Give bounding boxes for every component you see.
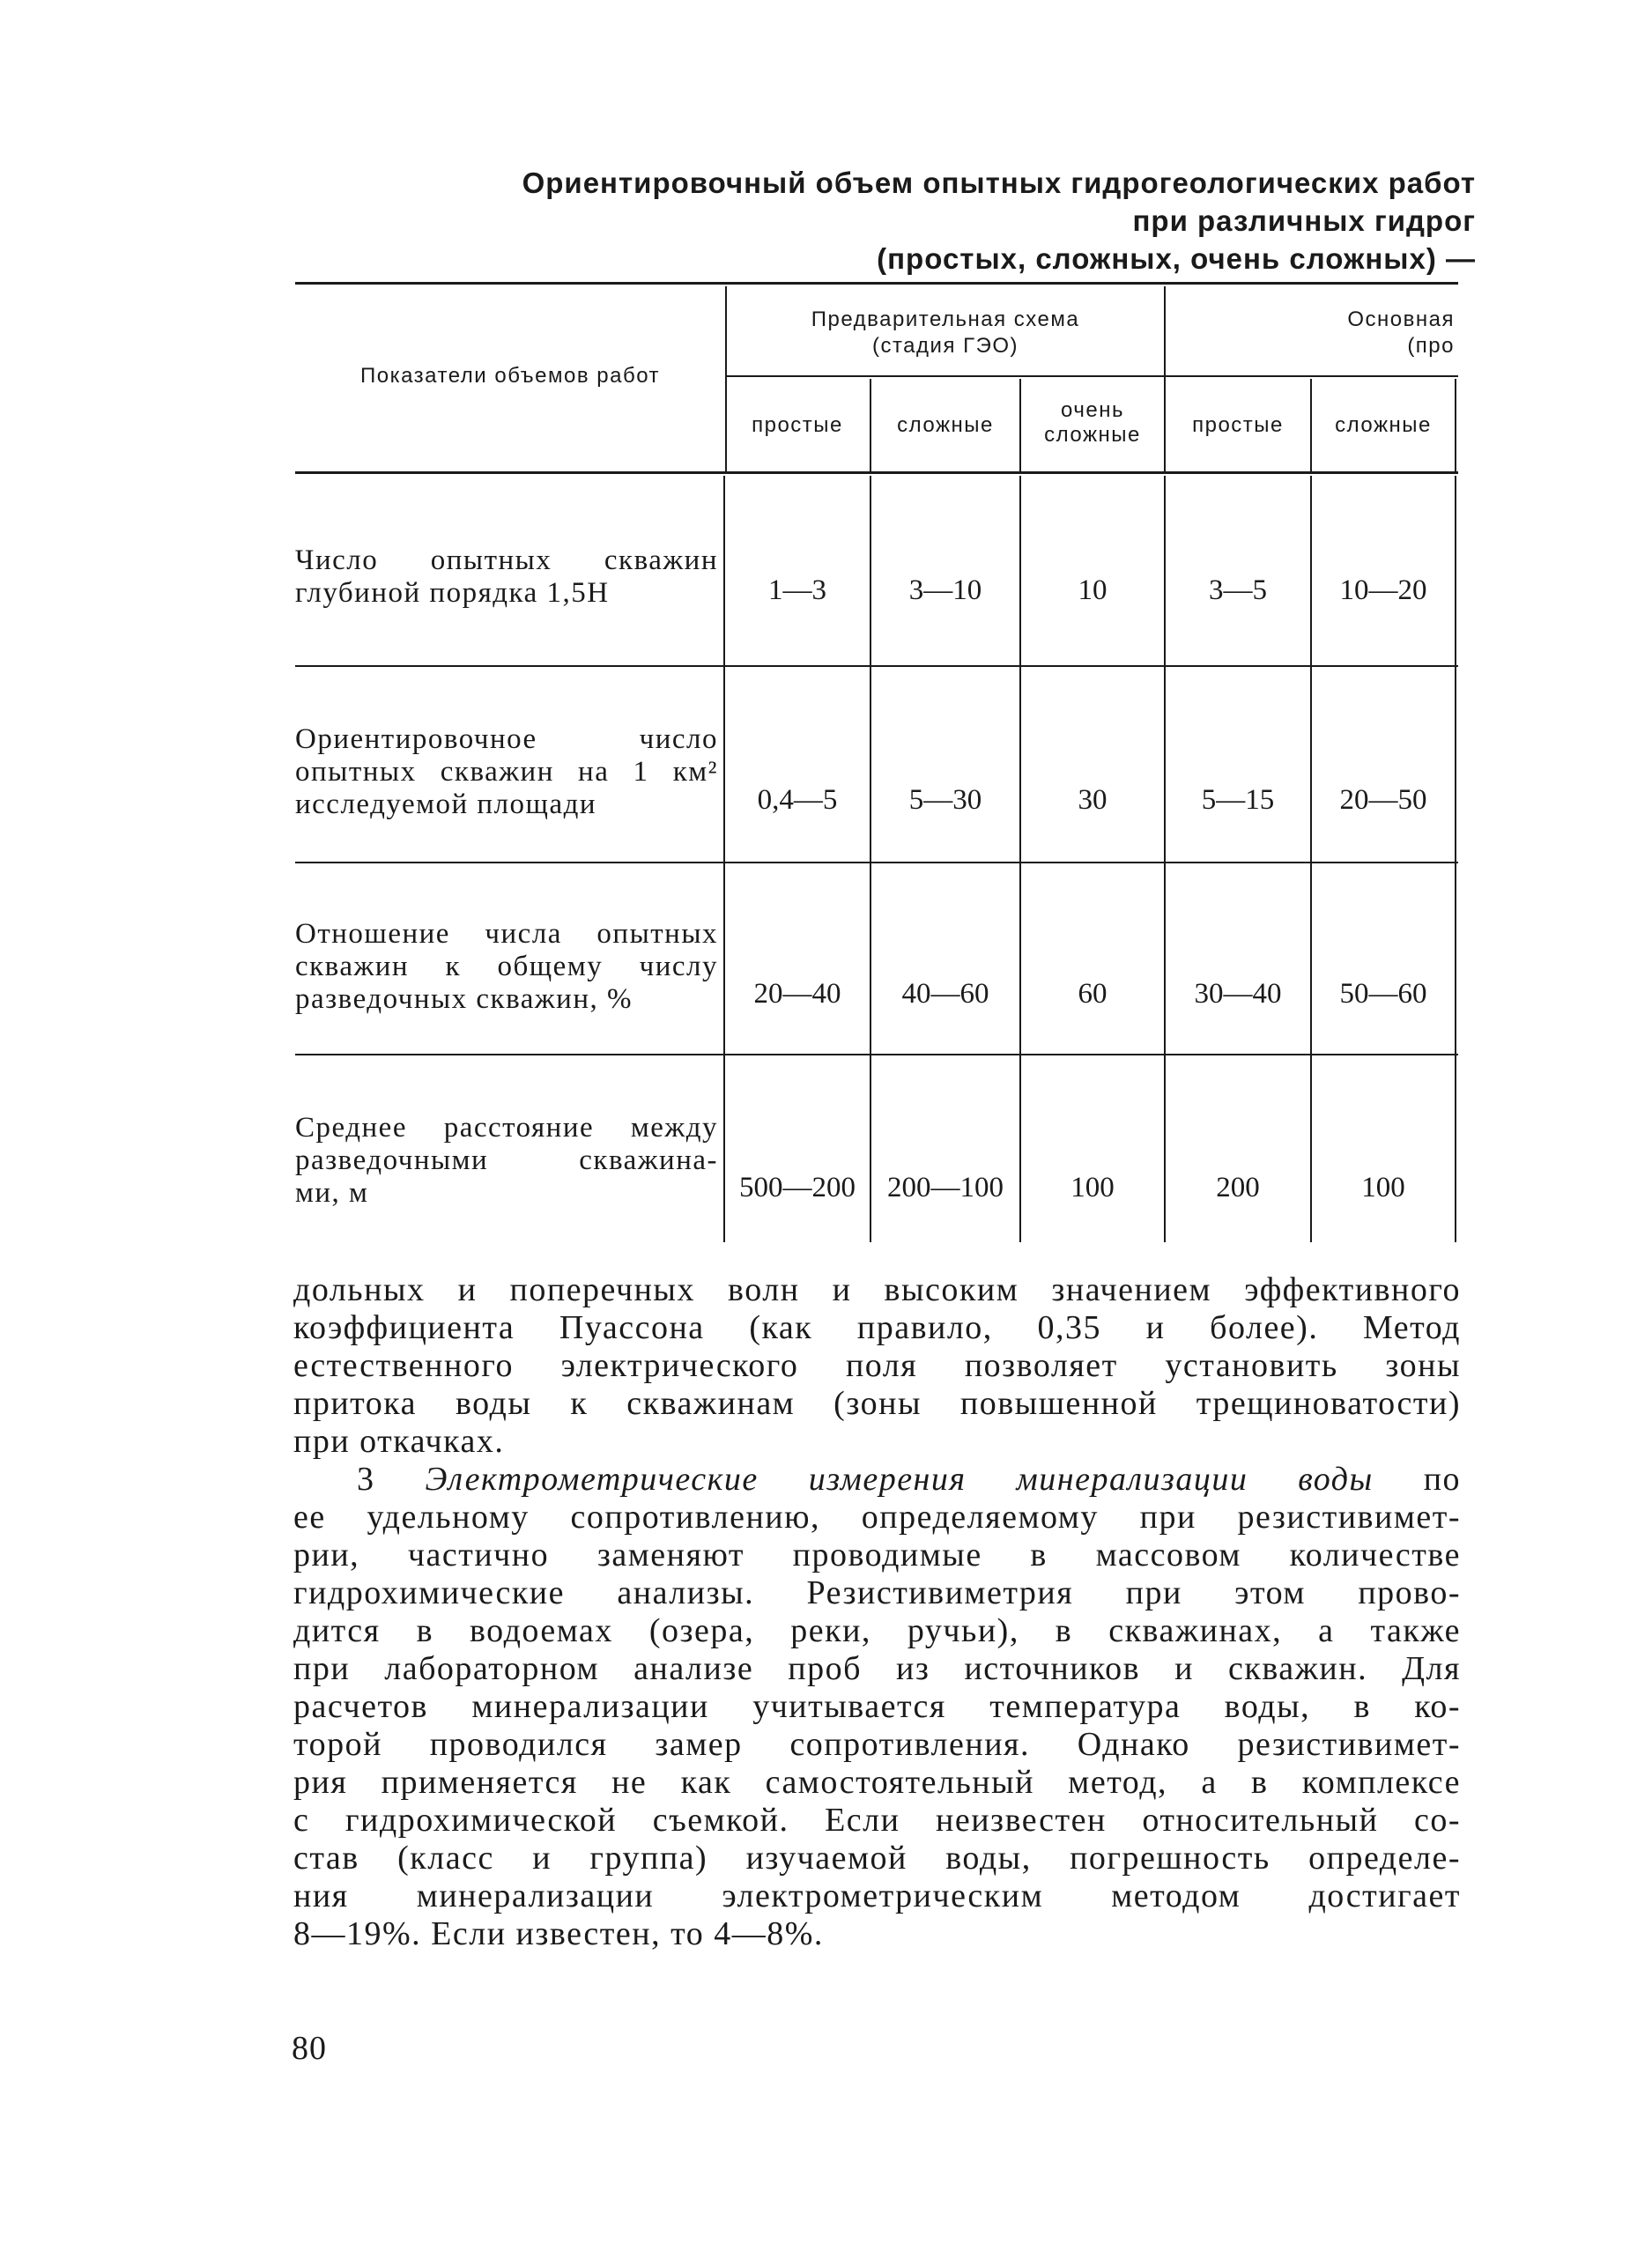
table-cell: 200	[1216, 1172, 1260, 1203]
row-label-line: Число опытных скважин	[295, 544, 718, 576]
subheader-very-complex-line-1: очень	[1061, 398, 1124, 422]
stub-header: Показатели объемов работ	[359, 364, 661, 388]
row-label-line: скважин к общему числу	[295, 951, 718, 982]
table-cell: 5—15	[1201, 784, 1275, 816]
col-rule-body-6	[1455, 476, 1456, 1242]
row-rule-1	[295, 665, 1458, 667]
table-cell: 5—30	[908, 784, 982, 816]
col-rule-h6	[1455, 379, 1456, 471]
subheader-complex-1: сложные	[897, 413, 994, 437]
table-cell: 3—5	[1209, 574, 1267, 606]
text-line: 8—19%. Если известен, то 4—8%.	[293, 1915, 824, 1952]
text-line: коэффициента Пуассона (как правило, 0,35 и более). Метод	[293, 1309, 1461, 1346]
subheader-complex-2: сложные	[1335, 413, 1432, 437]
paragraph-number: 3	[357, 1461, 375, 1498]
table-cell: 500—200	[739, 1172, 856, 1203]
table-cell: 30	[1078, 784, 1108, 816]
row-rule-2	[295, 862, 1458, 863]
group-header-rule	[725, 375, 1458, 377]
row-label	[295, 723, 718, 821]
row-label-line: Ориентировочное число	[295, 723, 718, 755]
table-cell: 100	[1070, 1172, 1115, 1203]
row-label-line: исследуемой площади	[295, 789, 597, 820]
subheader-simple-1: простые	[752, 413, 843, 437]
text-line: естественного электрического поля позволяет установить зоны	[293, 1347, 1461, 1384]
text-line: ее удельному сопротивлению, определяемому при резистивимет-	[293, 1499, 1461, 1536]
text-line: дольных и поперечных волн и высоким значением эффективного	[293, 1271, 1461, 1308]
italic-term: Электрометрические измерения минерализации воды	[425, 1461, 1374, 1498]
text-line: ния минерализации электрометрическим методом достигает	[293, 1877, 1461, 1914]
caption-line-1: Ориентировочный объем опытных гидрогеологических работ	[522, 167, 1476, 199]
table-cell: 20—50	[1339, 784, 1427, 816]
row-rule-3	[295, 1054, 1458, 1055]
row-label-line: ми, м	[295, 1177, 369, 1209]
text-line: торой проводился замер сопротивления. Однако резистивимет-	[293, 1726, 1461, 1763]
row-label-line: глубиной порядка 1,5H	[295, 577, 610, 609]
row-label-line: Отношение числа опытных	[295, 918, 718, 950]
text-line: став (класс и группа) изучаемой воды, погрешность определе-	[293, 1840, 1461, 1877]
table-top-rule	[295, 282, 1458, 285]
row-label	[295, 918, 718, 1016]
group-header-main	[1166, 307, 1455, 359]
table-cell: 40—60	[901, 978, 989, 1010]
body-text	[293, 1271, 1461, 1953]
text-line: при лабораторном анализе проб из источников и скважин. Для	[293, 1650, 1461, 1687]
group-header-preliminary	[727, 307, 1164, 359]
row-label-line: опытных скважин на 1 км²	[295, 756, 718, 788]
subheader-very-complex	[1021, 398, 1164, 448]
text-line: при откачках.	[293, 1423, 505, 1460]
text-line: рия применяется не как самостоятельный метод, а в комплексе	[293, 1764, 1461, 1801]
table-cell: 100	[1361, 1172, 1405, 1203]
group-header-preliminary-line-2: (стадия ГЭО)	[871, 334, 1019, 358]
table-cell: 1—3	[768, 574, 826, 606]
caption-line-3: (простых, сложных, очень сложных) —	[877, 242, 1476, 275]
header-bottom-rule	[295, 471, 1458, 474]
table-cell: 60	[1078, 978, 1108, 1010]
paragraph-first-line	[293, 1461, 1461, 1499]
table-cell: 3—10	[908, 574, 982, 606]
table-cell: 10—20	[1339, 574, 1427, 606]
table-cell: 200—100	[887, 1172, 1004, 1203]
row-label	[295, 544, 718, 610]
page-number: 80	[292, 2030, 327, 2067]
text-line: притока воды к скважинам (зоны повышенной трещиноватости)	[293, 1385, 1461, 1422]
group-header-preliminary-line-1: Предварительная схема	[811, 307, 1080, 331]
subheader-simple-2: простые	[1192, 413, 1284, 437]
group-header-main-line-2: (про	[1407, 334, 1455, 358]
text-fragment: по	[1423, 1461, 1462, 1498]
text-line: расчетов минерализации учитывается температура воды, в ко-	[293, 1688, 1461, 1725]
table-cell: 10	[1078, 574, 1108, 606]
table-cell: 50—60	[1339, 978, 1427, 1010]
subheader-very-complex-line-2: сложные	[1044, 423, 1141, 447]
row-label-line: Среднее расстояние между	[295, 1112, 718, 1144]
table-cell: 0,4—5	[757, 784, 838, 816]
row-label-line: разведочных скважин, %	[295, 983, 633, 1015]
text-line: гидрохимические анализы. Резистивиметрия при этом прово-	[293, 1574, 1461, 1611]
text-line: рии, частично заменяют проводимые в массовом количестве	[293, 1536, 1461, 1573]
caption-line-2: при различных гидрог	[1132, 204, 1476, 237]
row-label	[295, 1112, 718, 1210]
text-line: дится в водоемах (озера, реки, ручьи), в скважинах, а также	[293, 1612, 1461, 1649]
table-cell: 20—40	[753, 978, 841, 1010]
group-header-main-line-1: Основная	[1347, 307, 1455, 331]
text-line: с гидрохимической съемкой. Если неизвестен относительный со-	[293, 1802, 1461, 1839]
table-cell: 30—40	[1194, 978, 1282, 1010]
row-label-line: разведочными скважина-	[295, 1144, 718, 1176]
